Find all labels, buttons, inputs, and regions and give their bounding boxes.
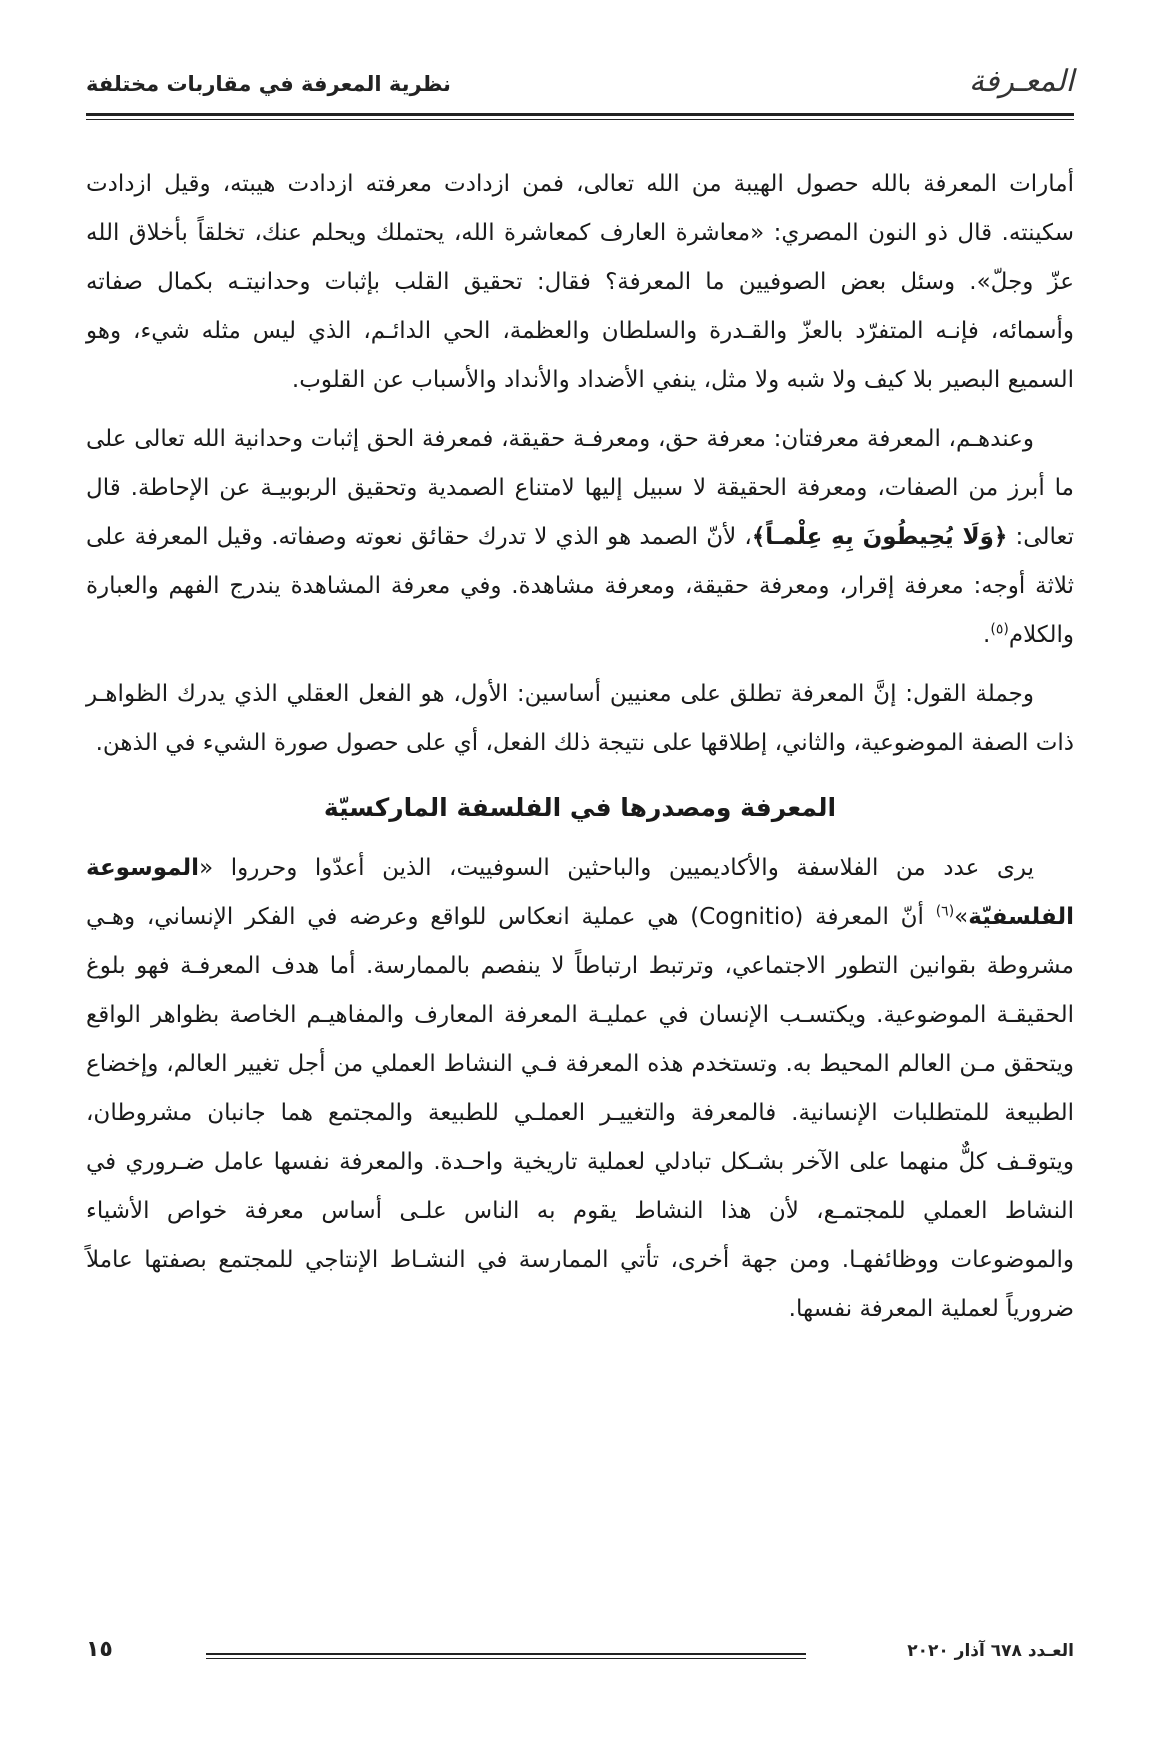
page-header <box>86 60 1074 110</box>
footer-rule-thin <box>206 1658 806 1659</box>
paragraph-4 <box>86 844 1074 1334</box>
paragraph-2-text-middle: ، لأنّ الصمد هو الذي لا تدرك حقائق نعوته وصفاته. وقيل المعرفة على ثلاثة أوجه: معرفة إقرار، ومعرفة حقيقة، ومعرفة مشاهدة. وفي معرفة المشاهدة يندرج الفهم والعبارة والكلام <box>86 524 1074 648</box>
footer-rule <box>206 1653 806 1655</box>
running-title: نظرية المعرفة في مقاربات مختلفة <box>86 72 451 96</box>
article-body <box>86 160 1074 1344</box>
paragraph-2-text-start: وعندهـم، المعرفة معرفتان: معرفة حق، ومعرفـة حقيقة، فمعرفة الحق إثبات وحدانية الله تعالى على ما أبرز من الصفات، ومعرفة الحقيقة لا سبيل إليها لامتناع الصمدية وتحقيق الربوبيـة عن الإحاطة. قال تعالى: <box>86 426 1074 550</box>
header-rule-thin <box>86 119 1074 120</box>
paragraph-2 <box>86 415 1074 660</box>
paragraph-2-text-end: . <box>983 622 991 648</box>
quran-verse: ﴿وَلَا يُحِيطُونَ بِهِ عِلْمـاً﴾ <box>751 524 1008 550</box>
paragraph-1: أمارات المعرفة بالله حصول الهيبة من الله تعالى، فمن ازدادت معرفته ازدادت هيبته، وقيل ازدادت سكينته. قال ذو النون المصري: «معاشرة العارف كمعاشرة الله، يحتملك ويحلم عنك، تخلقاً بأخلاق الله عزّ وجلّ». وسئل بعض الصوفيين ما المعرفة؟ فقال: تحقيق القلب بإثبات وحدانيتـه بكمال صفاته وأسمائه، فإنـه المتفرّد بالعزّ والقـدرة والسلطان والعظمة، الحي الدائـم، الذي ليس مثله شيء، وهو السميع البصير بلا كيف ولا شبه ولا مثل، ينفي الأضداد والأنداد والأسباب عن القلوب. <box>86 171 1074 393</box>
page-footer <box>86 1635 1074 1675</box>
paragraph-4-text-rest: أنّ المعرفة (Cognitio) هي عملية انعكاس للواقع وعرضه في الفكر الإنساني، وهـي مشروطة بقوانين التطور الاجتماعي، وترتبط ارتباطاً لا ينفصم بالممارسة. أما هدف المعرفـة فهو بلوغ الحقيقـة الموضوعية. ويكتسـب الإنسان في عمليـة المعرفة المعارف والمفاهيـم الخاصة بظواهر الواقع ويتحقق مـن العالم المحيط به. وتستخدم هذه المعرفة فـي النشاط العملي من أجل تغيير العالم، وإخضاع الطبيعة للمتطلبات الإنسانية. فالمعرفة والتغييـر العملـي للطبيعة والمجتمع هما جانبان مشروطان، ويتوقـف كلٌّ منهما على الآخر بشـكل تبادلي لعملية تاريخية واحـدة. والمعرفة نفسها عامل ضـروري في النشاط العملي للمجتمـع، لأن هذا النشاط يقوم به الناس علـى أساس معرفة خواص الأشياء والموضوعات ووظائفهـا. ومن جهة أخرى، تأتي الممارسة في النشـاط الإنتاجي للمجتمع بصفتها عاملاً ضرورياً لعملية المعرفة نفسها. <box>86 904 1074 1322</box>
footnote-ref-6[interactable]: (٦) <box>935 903 955 920</box>
header-rule <box>86 113 1074 116</box>
paragraph-4-text-start: يرى عدد من الفلاسفة والأكاديميين والباحثين السوفييت، الذين أعدّوا وحرروا « <box>199 855 1034 881</box>
encyclopedia-title: الموسوعة الفلسفيّة <box>86 855 1075 930</box>
closing-quote: » <box>954 904 969 930</box>
page-number: ١٥ <box>86 1637 113 1662</box>
section-heading: المعرفة ومصدرها في الفلسفة الماركسيّة <box>323 793 837 822</box>
footnote-ref-5[interactable]: (٥) <box>990 621 1009 638</box>
journal-logo: المعـرفة <box>968 64 1074 99</box>
paragraph-3: وجملة القول: إنَّ المعرفة تطلق على معنيين أساسين: الأول، هو الفعل العقلي الذي يدرك الظواهـر ذات الصفة الموضوعية، والثاني، إطلاقها على نتيجة ذلك الفعل، أي على حصول صورة الشيء في الذهن. <box>86 681 1074 756</box>
issue-info: العـدد ٦٧٨ آذار ٢٠٢٠ <box>907 1641 1074 1661</box>
